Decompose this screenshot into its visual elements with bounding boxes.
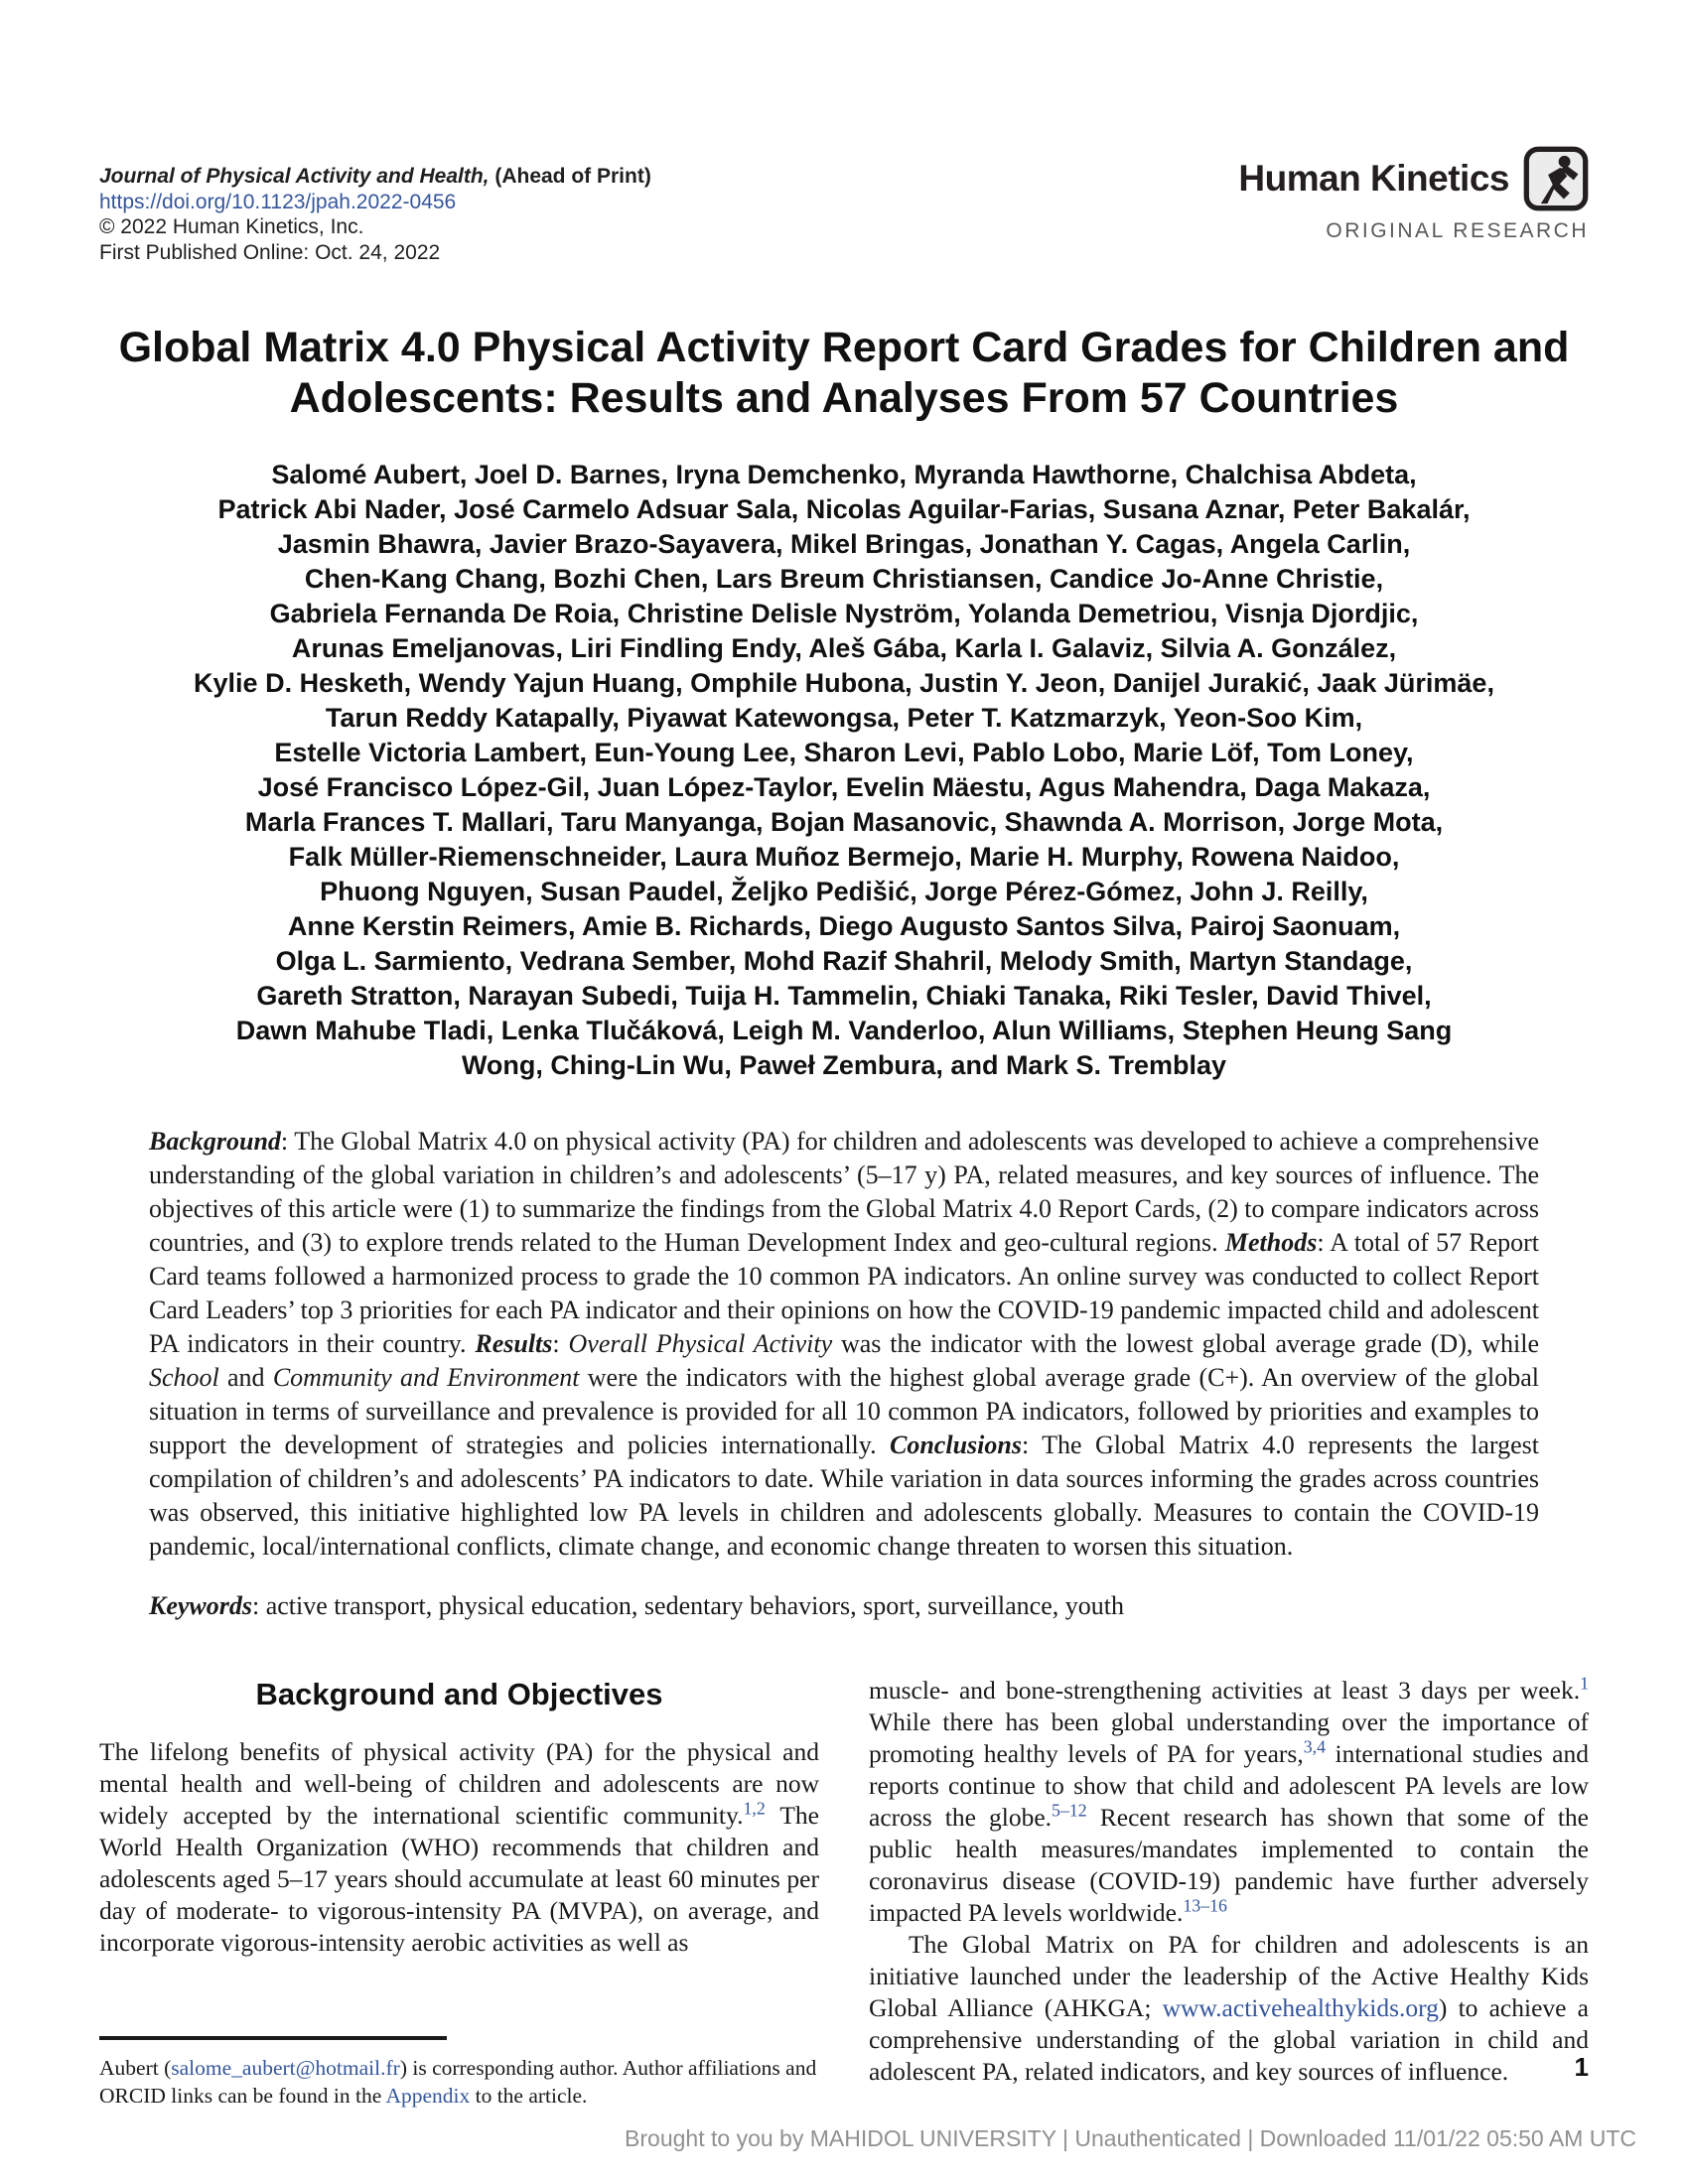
author-line: Patrick Abi Nader, José Carmelo Adsuar Sala, Nicolas Aguilar-Farias, Susana Aznar, Peter Bakalár, xyxy=(217,494,1471,524)
first-published-line: First Published Online: Oct. 24, 2022 xyxy=(99,240,441,264)
text-run: : The Global Matrix 4.0 on physical activity (PA) for children and adolescents was developed to achieve a comprehensive understanding of the global variation in children’s and adolescents’ (5–17 y) PA, related measures, and key sources of influence. The objectives of this article were (1) to summarize the findings from the Global Matrix 4.0 Report Cards, (2) to compare indicators across countries, and (3) to explore trends related to the Human Development Index and geo-cultural regions. xyxy=(149,1127,1539,1257)
copyright-line: © 2022 Human Kinetics, Inc. xyxy=(99,215,364,238)
citation-reference-link[interactable]: 1,2 xyxy=(743,1798,766,1819)
page-header xyxy=(99,158,1589,265)
publication-info xyxy=(99,164,651,265)
text-run: Overall Physical Activity xyxy=(568,1329,833,1358)
text-run: Methods xyxy=(1224,1228,1318,1257)
inline-link[interactable]: Appendix xyxy=(385,2084,471,2108)
footnote-rule xyxy=(99,2036,447,2040)
text-run: was the indicator with the lowest global average grade (D), while xyxy=(832,1329,1539,1358)
human-kinetics-logo-text: Human Kinetics xyxy=(1238,158,1509,199)
text-run: The Global Matrix on PA for children and adolescents is an initiative launched under the leadership of the Active Healthy Kids Global Alliance (AHKGA; xyxy=(869,1930,1589,2022)
text-run: ) is corresponding author. Author affiliations and ORCID links can be found in the xyxy=(99,2056,817,2108)
text-run: Conclusions xyxy=(890,1431,1022,1459)
text-run: : A total of 57 Report Card teams followed a harmonized process to grade the 10 common PA indicators. An online survey was conducted to collect Report Card Leaders’ top 3 priorities for each PA indicator and their opinions on how the COVID-19 pandemic impacted child and adolescent PA indicators in their country. xyxy=(149,1228,1540,1358)
keywords-line xyxy=(149,1589,1539,1623)
text-run: The lifelong benefits of physical activity (PA) for the physical and mental health and well-being of children and adolescents are now widely accepted by the international scientific community. xyxy=(99,1737,819,1830)
left-column xyxy=(99,1675,819,2110)
author-line: Gabriela Fernanda De Roia, Christine Delisle Nyström, Yolanda Demetriou, Visnja Djordjic, xyxy=(269,599,1419,628)
author-line: José Francisco López-Gil, Juan López-Taylor, Evelin Mäestu, Agus Mahendra, Daga Makaza, xyxy=(257,772,1431,802)
article-title: Global Matrix 4.0 Physical Activity Report Card Grades for Children and Adolescents: Results and Analyses From 57 Countries xyxy=(118,324,1570,422)
author-line: Arunas Emeljanovas, Liri Findling Endy, Aleš Gába, Karla I. Galaviz, Silvia A. González, xyxy=(291,633,1397,663)
text-run: Results xyxy=(475,1329,553,1358)
author-line: Estelle Victoria Lambert, Eun-Young Lee, Sharon Levi, Pablo Lobo, Marie Löf, Tom Loney, xyxy=(274,738,1414,767)
author-line: Jasmin Bhawra, Javier Brazo-Sayavera, Mikel Bringas, Jonathan Y. Cagas, Angela Carlin, xyxy=(277,529,1411,559)
section-heading-background-and-objectives: Background and Objectives xyxy=(255,1677,663,1711)
body-paragraph xyxy=(869,1675,1589,1929)
author-line: Chen-Kang Chang, Bozhi Chen, Lars Breum Christiansen, Candice Jo-Anne Christie, xyxy=(304,564,1384,594)
author-line: Anne Kerstin Reimers, Amie B. Richards, Diego Augusto Santos Silva, Pairoj Saonuam, xyxy=(287,911,1401,941)
page-number: 1 xyxy=(1574,2052,1589,2082)
inline-link[interactable]: www.activehealthykids.org xyxy=(1162,1993,1439,2022)
text-run: were the indicators with the highest global average grade (C+). An overview of the global situation in terms of surveillance and prevalence is provided for all 10 common PA indicators, followed by priorities and examples to support the development of strategies and policies internationally. xyxy=(149,1363,1539,1459)
text-run: Keywords xyxy=(149,1591,252,1620)
footnote-text xyxy=(99,2054,819,2110)
article-type-label: ORIGINAL RESEARCH xyxy=(1326,219,1589,242)
citation-reference-link[interactable]: 13–16 xyxy=(1183,1895,1227,1916)
abstract xyxy=(149,1125,1539,1564)
publisher-block xyxy=(1238,146,1589,243)
author-line: Phuong Nguyen, Susan Paudel, Željko Pedišić, Jorge Pérez-Gómez, John J. Reilly, xyxy=(320,877,1368,906)
body-paragraph xyxy=(99,1736,819,1959)
author-line: Marla Frances T. Mallari, Taru Manyanga, Bojan Masanovic, Shawnda A. Morrison, Jorge Mota, xyxy=(244,807,1444,837)
author-line: Olga L. Sarmiento, Vedrana Sember, Mohd Razif Shahril, Melody Smith, Martyn Standage, xyxy=(275,946,1413,976)
text-run: : xyxy=(552,1329,569,1358)
right-column xyxy=(869,1675,1589,2110)
ahead-of-print-label: (Ahead of Print) xyxy=(489,165,651,188)
text-run: muscle- and bone-strengthening activities at least 3 days per week. xyxy=(869,1676,1581,1705)
human-kinetics-logo xyxy=(1238,146,1589,211)
author-list xyxy=(99,458,1589,1083)
citation-reference-link[interactable]: 1 xyxy=(1580,1673,1589,1694)
running-figure-icon xyxy=(1523,146,1589,211)
author-line: Kylie D. Hesketh, Wendy Yajun Huang, Omphile Hubona, Justin Y. Jeon, Danijel Jurakić, Jaak Jürimäe, xyxy=(194,668,1494,698)
doi-link[interactable]: https://doi.org/10.1123/jpah.2022-0456 xyxy=(99,190,457,213)
text-run: ) to achieve a comprehensive understanding of the global variation in child and adolescent PA, related indicators, and key sources of influence. xyxy=(869,1993,1589,2086)
text-run: The World Health Organization (WHO) recommends that children and adolescents aged 5–17 years should accumulate at least 60 minutes per day of moderate- to vigorous-intensity PA (MVPA), on average, and incorporate vigorous-intensity aerobic activities as well as xyxy=(99,1801,820,1957)
text-run: and xyxy=(218,1363,273,1392)
author-line: Dawn Mahube Tladi, Lenka Tlučáková, Leigh M. Vanderloo, Alun Williams, Stephen Heung Sang xyxy=(235,1016,1453,1045)
text-run: Aubert ( xyxy=(99,2056,172,2080)
author-line: Gareth Stratton, Narayan Subedi, Tuija H. Tammelin, Chiaki Tanaka, Riki Tesler, David Thivel, xyxy=(256,981,1432,1011)
citation-reference-link[interactable]: 3,4 xyxy=(1303,1736,1327,1757)
text-run: to the article. xyxy=(470,2084,588,2108)
corresponding-author-footnote xyxy=(99,2036,819,2110)
text-run: School xyxy=(149,1363,219,1392)
inline-link[interactable]: salome_aubert@hotmail.fr xyxy=(171,2056,400,2080)
text-run: Community and Environment xyxy=(272,1363,580,1392)
author-line: Salomé Aubert, Joel D. Barnes, Iryna Demchenko, Myranda Hawthorne, Chalchisa Abdeta, xyxy=(271,460,1417,489)
text-run: While there has been global understanding over the importance of promoting healthy levels of PA for years, xyxy=(869,1707,1589,1768)
text-run: international studies and reports continue to show that child and adolescent PA levels are low across the globe. xyxy=(869,1739,1589,1832)
author-line: Wong, Ching-Lin Wu, Paweł Zembura, and Mark S. Tremblay xyxy=(461,1050,1227,1080)
citation-reference-link[interactable]: 5–12 xyxy=(1052,1800,1087,1821)
body-columns xyxy=(99,1675,1589,2110)
text-run: Recent research has shown that some of the public health measures/mandates implemented to contain the coronavirus disease (COVID-19) pandemic have further adversely impacted PA levels worldwide. xyxy=(869,1803,1589,1927)
body-paragraph xyxy=(869,1929,1589,2088)
text-run: : active transport, physical education, sedentary behaviors, sport, surveillance, youth xyxy=(252,1591,1124,1620)
author-line: Falk Müller-Riemenschneider, Laura Muñoz Bermejo, Marie H. Murphy, Rowena Naidoo, xyxy=(288,842,1400,872)
journal-title-line xyxy=(99,164,651,190)
access-footer: Brought to you by MAHIDOL UNIVERSITY | Unauthenticated | Downloaded 11/01/22 05:50 AM UTC xyxy=(625,2125,1636,2151)
journal-name: Journal of Physical Activity and Health, xyxy=(99,165,490,188)
text-run: : The Global Matrix 4.0 represents the largest compilation of children’s and adolescents’ PA indicators to date. While variation in data sources informing the grades across countries was observed, this initiative highlighted low PA levels in children and adolescents globally. Measures to contain the COVID-19 pandemic, local/international conflicts, climate change, and economic change threaten to worsen this situation. xyxy=(149,1431,1539,1561)
author-line: Tarun Reddy Katapally, Piyawat Katewongsa, Peter T. Katzmarzyk, Yeon-Soo Kim, xyxy=(325,703,1363,733)
text-run: Background xyxy=(149,1127,281,1156)
